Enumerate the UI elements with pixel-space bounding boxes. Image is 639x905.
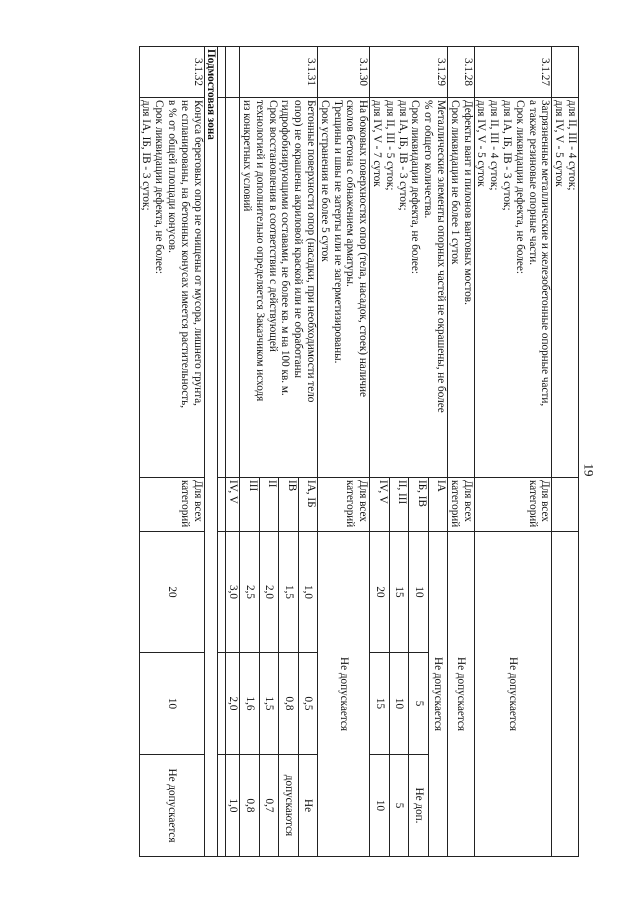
- value-cell: 10: [389, 653, 408, 755]
- value-cell: 0,7: [259, 755, 278, 857]
- value-cell: 3,0: [226, 532, 240, 653]
- value-cell: 10: [409, 532, 428, 653]
- value-cell: 1,0: [298, 532, 317, 653]
- value-cell: 10: [370, 755, 389, 857]
- value-cell: 0,8: [279, 653, 298, 755]
- table-row: [298, 47, 317, 857]
- value-cell: 10: [139, 653, 204, 755]
- zone-heading: Подмостовая зона: [204, 47, 218, 857]
- value-cell: 2,0: [259, 532, 278, 653]
- row-number: 3.1.28: [448, 47, 475, 98]
- row-description: Бетонные поверхности опор (насадки, при необходимости тело опор) не окрашены акриловой краской или не обработаны гидрофобизирующими составами, не более кв. м на 100 кв. м. Срок восстановления в соответствии с действующей технологией и дополнительно определяется Заказчиком исходя из конкретных условий: [240, 98, 318, 478]
- category-cell: IV, V: [226, 478, 240, 532]
- category-cell: IV, V: [370, 478, 389, 532]
- value-cell: Не: [298, 755, 317, 857]
- value-cell: 20: [139, 532, 204, 653]
- category-cell: III: [240, 478, 259, 532]
- table-row: [428, 47, 447, 857]
- row-number: 3.1.29: [370, 47, 448, 98]
- value-cell: 2,0: [226, 653, 240, 755]
- table-row: [448, 47, 475, 857]
- table-row: [226, 47, 240, 857]
- rotated-table-container: [129, 46, 579, 856]
- value-cell: допускаются: [279, 755, 298, 857]
- category-cell: Для всех категорий: [139, 478, 204, 532]
- table-row: [474, 47, 552, 857]
- verdict-cell: Не допускается: [318, 532, 370, 857]
- row-number: 3.1.31: [240, 47, 318, 98]
- value-cell: 2,5: [240, 532, 259, 653]
- category-cell: IA: [428, 478, 447, 532]
- category-cell: II: [259, 478, 278, 532]
- table-row: [218, 47, 226, 857]
- value-cell: 15: [370, 653, 389, 755]
- value-cell: 5: [409, 653, 428, 755]
- row-description: Дефекты вант и пилонов вантовых мостов. Срок ликвидации не более 1 суток: [448, 98, 475, 478]
- row-number: 3.1.32: [139, 47, 204, 98]
- row-description: Загрязненные металлические и железобетонные опорные части, а также резиновые опорные части. Срок ликвидации дефекта, не более: для IA, IБ, IВ - 3 суток; для II, III - 4 суток; для IV, V - 5 суток: [474, 98, 552, 478]
- category-cell: Для всех категорий: [318, 478, 370, 532]
- row-description: для II, III - 4 суток; для IV, V - 5 суток: [552, 98, 579, 478]
- category-cell: Для всех категорий: [448, 478, 475, 532]
- table-row: [318, 47, 370, 857]
- category-cell: IБ, IВ: [409, 478, 428, 532]
- defects-table: [139, 46, 579, 857]
- row-number: 3.1.30: [318, 47, 370, 98]
- value-cell: 1,5: [259, 653, 278, 755]
- row-description: На боковых поверхностях опор (тела, насадок, стоек) наличие сколов бетона с обнажением арматуры. Трещины и швы не затерты или не загерметизированы. Срок устранения не более 5 суток: [318, 98, 370, 478]
- value-cell: 1,6: [240, 653, 259, 755]
- table-row: [204, 47, 218, 857]
- row-description: Конуса береговых опор не очищены от мусора, лишнего грунта, не спланированы, на бетонных конусах имеется растительность, в % от общей площади конусов. Срок ликвидации дефекта, не более: для IA, IБ, IВ - 3 суток;: [139, 98, 204, 478]
- value-cell: 15: [389, 532, 408, 653]
- verdict-cell: Не допускается: [448, 532, 475, 857]
- category-cell: IA, IБ: [298, 478, 317, 532]
- category-cell: II, III: [389, 478, 408, 532]
- row-number: [552, 47, 579, 98]
- value-cell: 20: [370, 532, 389, 653]
- value-cell: Не доп.: [409, 755, 428, 857]
- page-number: 19: [581, 463, 597, 477]
- category-cell: IВ: [279, 478, 298, 532]
- value-cell: 5: [389, 755, 408, 857]
- table-row: [139, 47, 204, 857]
- value-cell: 0,8: [240, 755, 259, 857]
- verdict-cell: Не допускается: [428, 532, 447, 857]
- value-cell: 0,5: [298, 653, 317, 755]
- value-cell: Не допускается: [139, 755, 204, 857]
- value-cell: 1,0: [226, 755, 240, 857]
- row-description: Металлические элементы опорных частей не окрашены, не более % от общего количества. Срок ликвидации дефекта, не более: для IA, IБ, IВ - 3 суток; для II, III - 5 суток; для IV, V - 7 суток: [370, 98, 448, 478]
- value-cell: 1,5: [279, 532, 298, 653]
- category-cell: Для всех категорий: [474, 478, 552, 532]
- verdict-cell: Не допускается: [474, 532, 552, 857]
- table-row: [552, 47, 579, 857]
- row-number: 3.1.27: [474, 47, 552, 98]
